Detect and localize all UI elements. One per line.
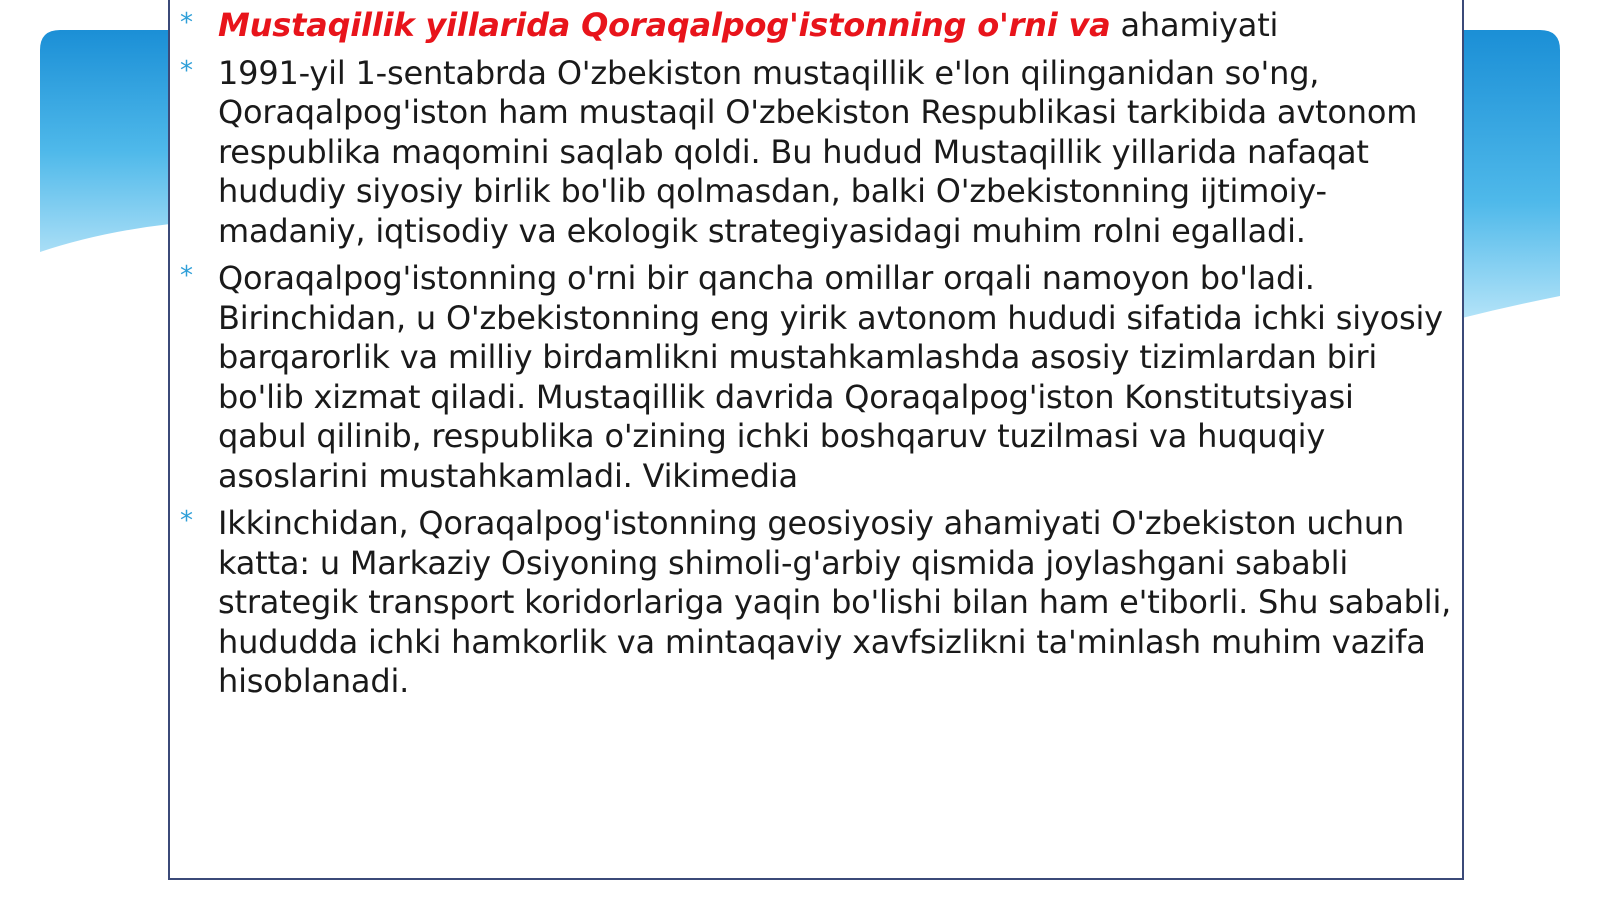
heading-item bbox=[170, 6, 1462, 46]
heading-emphasis-text: Mustaqillik yillarida Qoraqalpog'istonning o'rni va bbox=[218, 6, 1111, 44]
left-wave-panel bbox=[40, 30, 170, 252]
bullet-item-geopolitics bbox=[170, 504, 1462, 702]
bullet-text: 1991-yil 1-sentabrda O'zbekiston mustaqillik e'lon qilinganidan so'ng, Qoraqalpog'iston ham mustaqil O'zbekiston Respublikasi tarkibida avtonom respublika maqomini saqlab qoldi. Bu hudud Mustaqillik yillarida nafaqat hududiy siyosiy birlik bo'lib qolmasdan, balki O'zbekistonning ijtimoiy-madaniy, iqtisodiy va ekologik strategiyasidagi muhim rolni egalladi. bbox=[218, 53, 1418, 250]
asterisk-bullet-icon: * bbox=[180, 261, 193, 291]
bullet-list bbox=[170, 6, 1462, 710]
heading-plain-text: ahamiyati bbox=[1110, 6, 1279, 44]
asterisk-bullet-icon: * bbox=[180, 506, 193, 536]
content-frame bbox=[168, 0, 1464, 880]
bullet-text: Qoraqalpog'istonning o'rni bir qancha omillar orqali namoyon bo'ladi. Birinchidan, u O'zbekistonning eng yirik avtonom hududi sifatida ichki siyosiy barqarorlik va milliy birdamlikni mustahkamlashda asosiy tizimlardan biri bo'lib xizmat qiladi. Mustaqillik davrida Qoraqalpog'iston Konstitutsiyasi qabul qilinib, respublika o'zining ichki boshqaruv tuzilmasi va huquqiy asoslarini mustahkamladi. Vikimedia bbox=[218, 259, 1443, 495]
asterisk-bullet-icon: * bbox=[180, 55, 193, 86]
bullet-item-role bbox=[170, 259, 1462, 496]
asterisk-bullet-icon: * bbox=[180, 8, 193, 38]
right-wave-panel bbox=[1462, 30, 1560, 318]
bullet-text: Ikkinchidan, Qoraqalpog'istonning geosiyosiy ahamiyati O'zbekiston uchun katta: u Markaziy Osiyoning shimoli-g'arbiy qismida joylashgani sababli strategik transport koridorlariga yaqin bo'lishi bilan ham e'tiborli. Shu sababli, hududda ichki hamkorlik va mintaqaviy xavfsizlikni ta'minlash muhim vazifa hisoblanadi. bbox=[218, 504, 1452, 700]
bullet-item-independence bbox=[170, 54, 1462, 252]
